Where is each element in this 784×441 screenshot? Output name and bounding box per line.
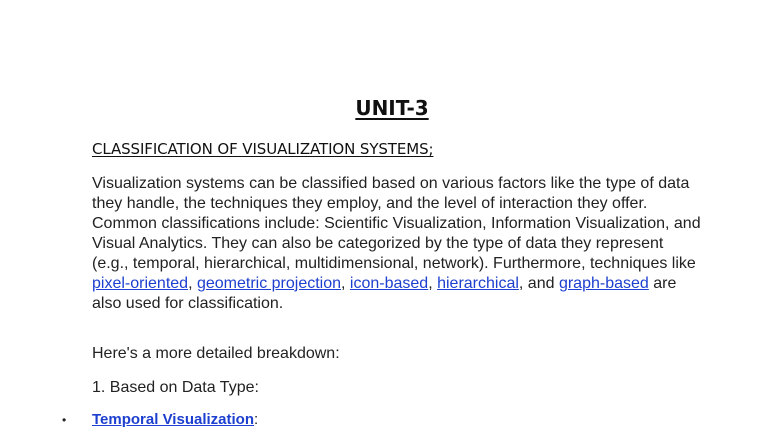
section-heading: CLASSIFICATION OF VISUALIZATION SYSTEMS; — [92, 140, 434, 158]
paragraph-intro-text: Visualization systems can be classified based on various factors like the type of data they handle, the techniques they employ, and the level of interaction they offer. Common classifications include: Scientific Visualization, Information Visualization, and Visual Analytics. They can also be categorized by the type of data they represent (e.g., temporal, hierarchical, multidimensional, network). Furthermore, techniques like — [92, 175, 701, 272]
paragraph-outro-text: are also used for classification. — [92, 275, 677, 312]
list-item-suffix: : — [253, 411, 259, 428]
hierarchical-link[interactable]: hierarchical — [437, 275, 519, 292]
graph-based-link[interactable]: graph-based — [558, 275, 649, 292]
paragraph-separator: , — [428, 275, 438, 292]
bullet-icon: • — [62, 413, 67, 427]
breakdown-text: Here's a more detailed breakdown: — [92, 345, 340, 362]
geometric-projection-link[interactable]: geometric projection — [196, 275, 342, 292]
temporal-visualization-link[interactable]: Temporal Visualization — [92, 411, 254, 428]
based-on-data-type-heading: 1. Based on Data Type: — [92, 379, 259, 396]
paragraph-separator: , and — [518, 275, 559, 292]
paragraph-separator: , — [188, 275, 197, 292]
paragraph-separator: , — [341, 275, 350, 292]
icon-based-link[interactable]: icon-based — [349, 275, 429, 292]
intro-paragraph — [92, 174, 702, 314]
list-item — [62, 410, 258, 430]
unit-title: UNIT-3 — [355, 96, 429, 120]
pixel-oriented-link[interactable]: pixel-oriented — [92, 275, 189, 292]
